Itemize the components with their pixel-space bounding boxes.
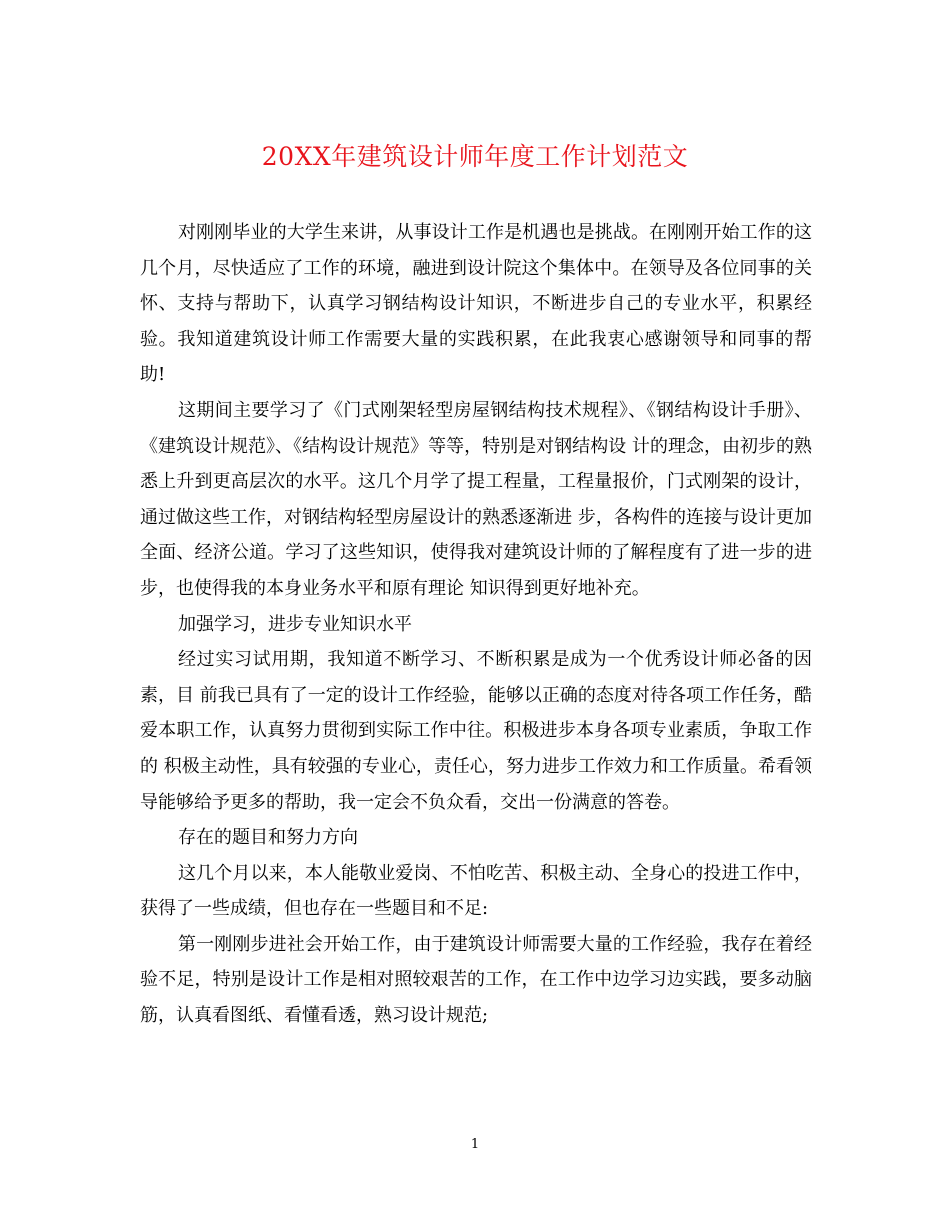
paragraph-intro: 对刚刚毕业的大学生来讲，从事设计工作是机遇也是挑战。在刚刚开始工作的这几个月，尽快适应了工作的环境，融进到设计院这个集体中。在领导及各位同事的关 怀、支持与帮助下，认真学习钢结构设计知识，不断进步自己的专业水平，积累经验。我知道建筑设计师工作需要大量的实践积累，在此我衷心感谢领导和同事的帮 助! xyxy=(140,222,812,386)
section-heading-learning: 加强学习，进步专业知识水平 xyxy=(178,613,412,635)
section-heading-problems: 存在的题目和努力方向 xyxy=(178,827,358,849)
document-body xyxy=(140,215,812,1034)
page-number: 1 xyxy=(470,1137,480,1152)
paragraph-problems-intro: 这几个月以来，本人能敬业爱岗、不怕吃苦、积极主动、全身心的投进工作中，获得了一些成绩，但也存在一些题目和不足: xyxy=(140,862,812,920)
paragraph-problem-first: 第一刚刚步进社会开始工作，由于建筑设计师需要大量的工作经验，我存在着经验不足，特别是设计工作是相对照较艰苦的工作，在工作中边学习边实践，要多动脑筋，认真看图纸、看懂看透，熟习设计规范; xyxy=(140,933,812,1027)
document-title: 20XX年建筑设计师年度工作计划范文 xyxy=(261,142,689,171)
paragraph-study: 这期间主要学习了《门式刚架轻型房屋钢结构技术规程》、《钢结构设计手册》、《建筑设计规范》、《结构设计规范》等等，特别是对钢结构设 计的理念，由初步的熟悉上升到更高层次的水平。这几个月学了提工程量，工程量报价，门式刚架的设计，通过做这些工作，对钢结构轻型房屋设计的熟悉逐渐进 步，各构件的连接与设计更加全面、经济公道。学习了这些知识，使得我对建筑设计师的了解程度有了进一步的进步，也使得我的本身业务水平和原有理论 知识得到更好地补充。 xyxy=(140,399,812,599)
paragraph-learning: 经过实习试用期，我知道不断学习、不断积累是成为一个优秀设计师必备的因素，目 前我已具有了一定的设计工作经验，能够以正确的态度对待各项工作任务，酷爱本职工作，认真努力贯彻到实际工作中往。积极进步本身各项专业素质，争取工作的 积极主动性，具有较强的专业心，责任心，努力进步工作效力和工作质量。希看领导能够给予更多的帮助，我一定会不负众看，交出一份满意的答卷。 xyxy=(140,649,812,813)
